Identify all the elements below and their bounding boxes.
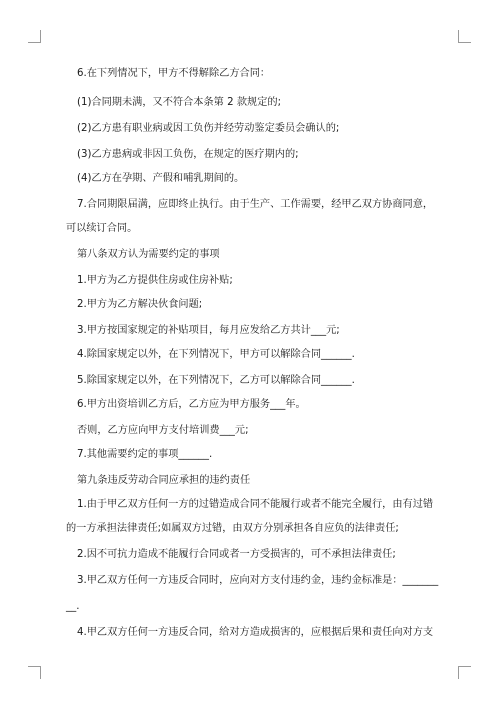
article-8-item-2: 2.甲方为乙方解决伙食问题; [77,299,203,310]
article-8-item-6-cont: 否则，乙方应向甲方支付培训费___元; [77,425,249,436]
article-9-heading: 第九条违反劳动合同应承担的违约责任 [77,475,251,486]
article-8-item-7: 7.其他需要约定的事项______. [77,449,213,460]
article-8-heading: 第八条双方认为需要约定的事项 [77,249,220,260]
clause-6-item-4: (4)乙方在孕期、产假和哺乳期间的。 [77,173,245,184]
article-8-item-5: 5.除国家规定以外，在下列情况下，乙方可以解除合同______. [77,375,355,386]
article-9-item-4: 4.甲乙双方任何一方违反合同，给对方造成损害的，应根据后果和责任向对方支 [77,627,434,638]
clause-6-item-2: (2)乙方患有职业病或因工负伤并经劳动鉴定委员会确认的; [77,123,340,134]
article-8-item-6: 6.甲方出资培训乙方后，乙方应为甲方服务___年。 [77,399,306,410]
clause-6-heading: 6.在下列情况下，甲方不得解除乙方合同： [77,68,271,79]
clause-6-item-3: (3)乙方患病或非因工负伤，在规定的医疗期内的; [77,149,299,160]
article-9-item-3: 3.甲乙双方任何一方违反合同时，应向对方支付违约金，违约金标准是：_______ [77,575,439,586]
clause-6-item-1: (1)合同期未满，又不符合本条第 2 款规定的; [77,97,282,108]
article-8-item-4: 4.除国家规定以外，在下列情况下，甲方可以解除合同______. [77,349,355,360]
article-9-item-3-cont: __. [66,601,80,612]
clause-7-continuation: 可以续订合同。 [66,223,138,234]
article-9-item-1: 1.由于甲乙双方任何一方的过错造成合同不能履行或者不能完全履行，由有过错 [77,499,434,510]
article-8-item-1: 1.甲方为乙方提供住房或住房补贴; [77,275,233,286]
article-9-item-1-cont: 的一方承担法律责任;如属双方过错，由双方分别承担各自应负的法律责任; [66,523,399,534]
article-8-item-3: 3.甲方按国家规定的补贴项目，每月应发给乙方共计___元; [77,325,340,336]
article-9-item-2: 2.因不可抗力造成不能履行合同或者一方受损害的，可不承担法律责任; [77,549,396,560]
clause-7-text: 7.合同期限届满，应即终止执行。由于生产、工作需要，经甲乙双方协商同意， [77,199,434,210]
